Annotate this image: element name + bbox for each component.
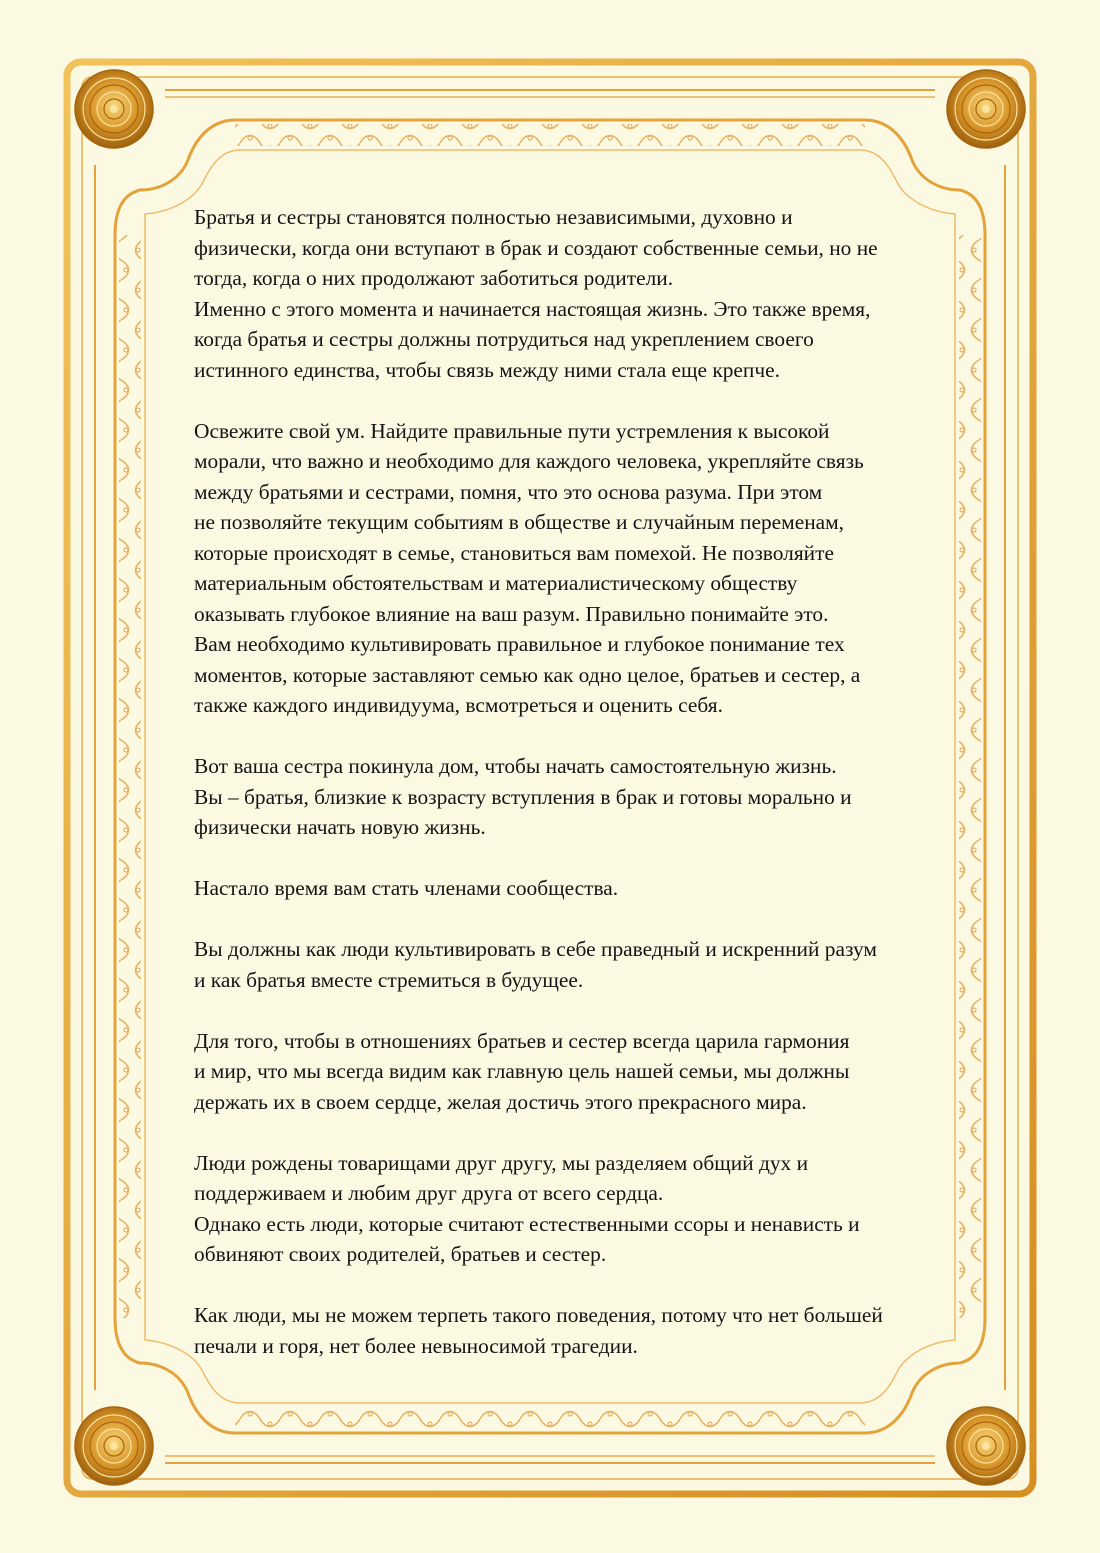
paragraph: [194, 416, 924, 721]
paragraph: [194, 1026, 924, 1118]
text-line: материальным обстоятельствам и материалистическому обществу: [194, 571, 798, 595]
scroll-top: [235, 124, 865, 146]
text-line: Люди рождены товарищами друг другу, мы разделяем общий дух и: [194, 1150, 809, 1175]
paragraph: [194, 751, 924, 843]
text-line: тогда, когда о них продолжают заботиться родители.: [194, 266, 674, 290]
text-line: обвиняют своих родителей, братьев и сестер.: [194, 1242, 607, 1266]
text-line: морали, что важно и необходимо для каждого человека, укрепляйте связь: [194, 449, 864, 473]
text-line: моментов, которые заставляют семью как одно целое, братьев и сестер, а: [194, 662, 861, 687]
scroll-right: [959, 235, 981, 1318]
text-line: не позволяйте текущим событиям в обществе и случайным переменам,: [194, 510, 845, 534]
text-line: Вы должны как люди культивировать в себе праведный и искренний разум: [194, 937, 877, 961]
text-line: между братьями и сестрами, помня, что это основа разума. При этом: [194, 479, 823, 504]
gold-medallion-icon: [947, 70, 1025, 148]
paragraph: [194, 202, 924, 385]
text-line: поддерживаем и любим друг друга от всего сердца.: [194, 1181, 664, 1205]
text-line: держать их в своем сердце, желая достичь этого прекрасного мира.: [194, 1089, 807, 1114]
text-line: Вы – братья, близкие к возрасту вступления в брак и готовы морально и: [194, 784, 852, 809]
document-body: [194, 202, 924, 1361]
text-line: и мир, что мы всегда видим как главную цель нашей семьи, мы должны: [194, 1059, 850, 1083]
text-line: Однако есть люди, которые считают естественными ссоры и ненависть и: [194, 1211, 860, 1236]
text-line: Освежите свой ум. Найдите правильные пути устремления к высокой: [194, 418, 830, 443]
text-line: Для того, чтобы в отношениях братьев и сестер всегда царила гармония: [194, 1028, 850, 1053]
paragraph: [194, 1148, 924, 1270]
text-line: Как люди, мы не можем терпеть такого поведения, потому что нет большей: [194, 1303, 883, 1327]
paragraph: [194, 1300, 924, 1361]
scroll-left: [119, 235, 141, 1318]
text-line: Именно с этого момента и начинается настоящая жизнь. Это также время,: [194, 296, 871, 321]
text-line: и как братья вместе стремиться в будущее.: [194, 967, 584, 992]
text-line: Братья и сестры становятся полностью независимыми, духовно и: [194, 205, 793, 229]
paragraph: [194, 873, 924, 904]
text-line: Вам необходимо культивировать правильное и глубокое понимание тех: [194, 632, 845, 656]
gold-medallion-icon: [75, 1407, 153, 1485]
text-line: печали и горя, нет более невыносимой трагедии.: [194, 1333, 638, 1358]
text-line: также каждого индивидуума, всмотреться и оценить себя.: [194, 693, 723, 717]
text-line: оказывать глубокое влияние на ваш разум. Правильно понимайте это.: [194, 601, 829, 626]
gold-medallion-icon: [75, 70, 153, 148]
text-line: когда братья и сестры должны потрудиться над укреплением своего: [194, 327, 814, 351]
text-line: физически начать новую жизнь.: [194, 815, 486, 839]
scroll-bottom: [235, 1407, 865, 1429]
paragraph: [194, 934, 924, 995]
text-line: которые происходят в семье, становиться вам помехой. Не позволяйте: [194, 540, 834, 565]
text-line: истинного единства, чтобы связь между ними стала еще крепче.: [194, 357, 780, 382]
text-line: Настало время вам стать членами сообщества.: [194, 876, 619, 900]
text-line: физически, когда они вступают в брак и создают собственные семьи, но не: [194, 235, 878, 260]
gold-medallion-icon: [947, 1407, 1025, 1485]
text-line: Вот ваша сестра покинула дом, чтобы начать самостоятельную жизнь.: [194, 754, 837, 778]
